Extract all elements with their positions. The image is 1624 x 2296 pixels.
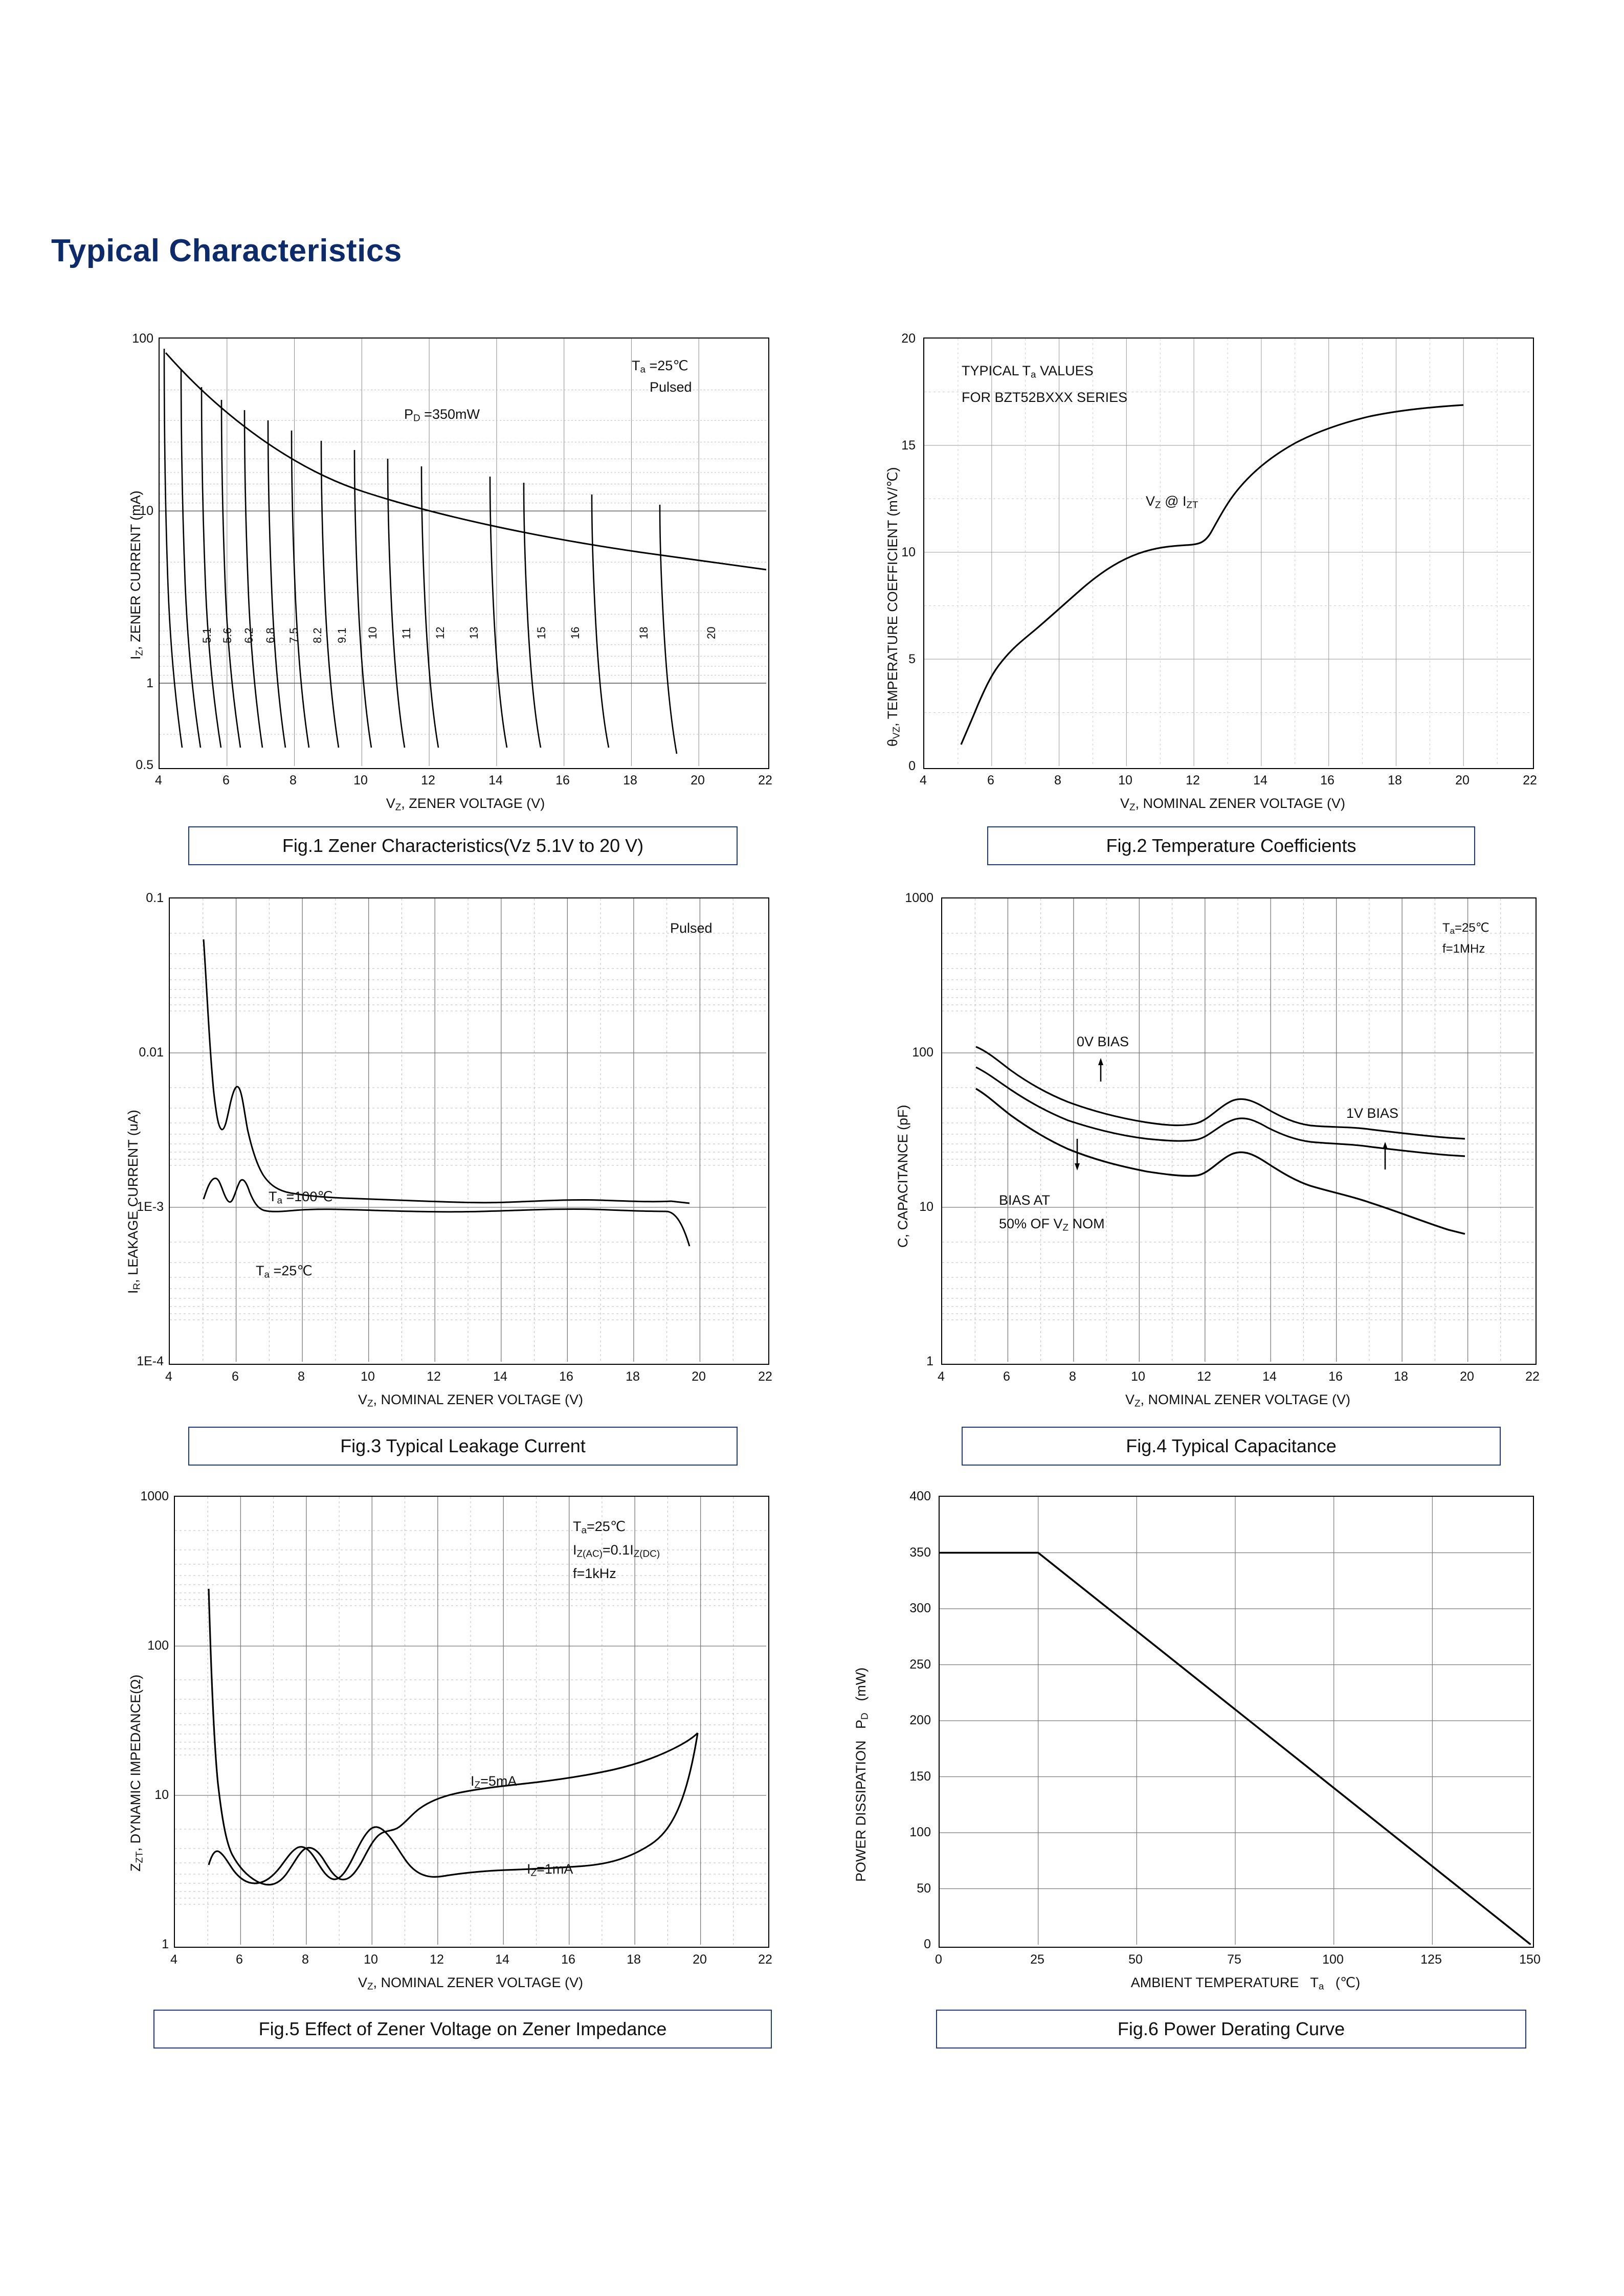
fig4-xtick-4: 12 — [1197, 1369, 1211, 1384]
fig1-ytick-1: 10 — [139, 504, 153, 518]
fig1-curve-label-15: 15 — [535, 626, 548, 639]
fig6-plot-area — [939, 1496, 1534, 1948]
fig5-xtick-1: 6 — [236, 1952, 243, 1967]
fig1-xtick-3: 10 — [353, 773, 368, 787]
fig1-xtick-0: 4 — [155, 773, 162, 787]
fig1-curve-label-9_1: 9.1 — [336, 627, 348, 643]
fig1-curve-label-12: 12 — [434, 626, 447, 639]
fig2-yaxis-label: $\theta_{VZ}$, TEMPERATURE COEFFICIENT (mV/℃) — [885, 467, 902, 747]
fig3-xtick-0: 4 — [165, 1369, 172, 1384]
fig5-ytick-3: 1 — [162, 1937, 169, 1951]
fig1-ytick-3: 0.5 — [136, 758, 153, 772]
fig4-yaxis-label: C, CAPACITANCE (pF) — [895, 1105, 910, 1248]
fig1-ytick-0: 100 — [132, 331, 153, 346]
fig3-xaxis-label: $V_Z$, NOMINAL ZENER VOLTAGE (V) — [358, 1392, 584, 1409]
fig4-anno-ta: $T_a=25℃$ — [1442, 921, 1489, 936]
fig2-ytick-0: 20 — [901, 331, 916, 346]
fig2-ytick-2: 10 — [901, 545, 916, 559]
fig5-xtick-8: 20 — [693, 1952, 707, 1967]
fig6-ytick-4: 200 — [909, 1713, 931, 1727]
fig1-curve-label-6_8: 6.8 — [264, 627, 277, 643]
fig2-xtick-6: 16 — [1320, 773, 1334, 787]
fig5-caption: Fig.5 Effect of Zener Voltage on Zener Impedance — [153, 2010, 772, 2049]
fig5-anno-ta: $T_a=25℃$ — [573, 1519, 626, 1536]
fig5-chart — [175, 1497, 766, 1945]
fig1-chart — [160, 339, 766, 766]
fig3-xtick-9: 22 — [758, 1369, 772, 1384]
fig6-ytick-6: 100 — [909, 1825, 931, 1839]
fig1-curve-label-5_6: 5.6 — [221, 627, 234, 643]
fig5-xtick-9: 22 — [758, 1952, 772, 1967]
fig4-ytick-1: 100 — [912, 1045, 933, 1060]
fig3-ytick-2: 1E-3 — [137, 1200, 164, 1214]
fig5-ytick-2: 10 — [154, 1788, 169, 1802]
fig6-yaxis-label: POWER DISSIPATION $P_D$ (mW) — [853, 1667, 871, 1882]
fig1-anno-pulsed: Pulsed — [650, 379, 692, 395]
fig6-xtick-5: 125 — [1420, 1952, 1442, 1967]
fig1-xtick-6: 16 — [555, 773, 570, 787]
fig4-ytick-0: 1000 — [905, 891, 933, 905]
fig3-xtick-5: 14 — [493, 1369, 507, 1384]
fig1-curve-label-6_2: 6.2 — [242, 627, 255, 643]
fig6-ytick-3: 250 — [909, 1657, 931, 1672]
fig2-xtick-5: 14 — [1253, 773, 1267, 787]
fig2-ytick-1: 15 — [901, 438, 916, 453]
fig5-xtick-5: 14 — [495, 1952, 509, 1967]
fig4-xtick-1: 6 — [1003, 1369, 1010, 1384]
fig4-anno-bias-at: BIAS AT — [999, 1192, 1051, 1208]
fig5-anno-iz5: $I_Z=5mA$ — [471, 1773, 517, 1791]
fig2-xtick-9: 22 — [1523, 773, 1537, 787]
fig4-xtick-9: 22 — [1525, 1369, 1540, 1384]
fig1-xtick-1: 6 — [223, 773, 230, 787]
fig3-xtick-1: 6 — [232, 1369, 239, 1384]
fig4-xtick-2: 8 — [1069, 1369, 1076, 1384]
fig6-ytick-1: 350 — [909, 1545, 931, 1560]
fig3-caption: Fig.3 Typical Leakage Current — [188, 1427, 738, 1466]
fig3-xtick-8: 20 — [692, 1369, 706, 1384]
fig6-caption: Fig.6 Power Derating Curve — [936, 2010, 1526, 2049]
fig1-curve-label-13: 13 — [468, 626, 480, 639]
fig4-xtick-0: 4 — [938, 1369, 945, 1384]
fig1-curve-label-18: 18 — [637, 626, 650, 639]
fig5-xtick-3: 10 — [364, 1952, 378, 1967]
fig2-xtick-7: 18 — [1388, 773, 1402, 787]
fig3-xtick-3: 10 — [361, 1369, 375, 1384]
fig2-xtick-8: 20 — [1455, 773, 1470, 787]
fig5-anno-freq: f=1kHz — [573, 1566, 616, 1581]
fig3-anno-pulsed: Pulsed — [670, 920, 713, 936]
fig1-curve-label-10: 10 — [366, 626, 379, 639]
fig1-xtick-7: 18 — [623, 773, 637, 787]
fig3-xtick-7: 18 — [626, 1369, 640, 1384]
fig3-xtick-4: 12 — [427, 1369, 441, 1384]
fig6-xtick-0: 0 — [935, 1952, 942, 1967]
fig6-xtick-3: 75 — [1227, 1952, 1241, 1967]
fig1-ytick-2: 1 — [146, 676, 153, 690]
fig1-xtick-9: 22 — [758, 773, 772, 787]
fig2-xtick-4: 12 — [1186, 773, 1200, 787]
fig1-xaxis-label: $V_Z$, ZENER VOLTAGE (V) — [386, 796, 545, 813]
fig1-curve-label-7_5: 7.5 — [287, 627, 300, 643]
fig6-xtick-4: 100 — [1322, 1952, 1344, 1967]
fig1-yaxis-label: $I_Z$, ZENER CURRENT (mA) — [128, 490, 145, 660]
fig1-xtick-4: 12 — [421, 773, 435, 787]
fig5-xtick-4: 12 — [430, 1952, 444, 1967]
fig5-xtick-7: 18 — [627, 1952, 641, 1967]
fig6-xtick-6: 150 — [1519, 1952, 1541, 1967]
fig2-ytick-3: 5 — [908, 652, 916, 666]
fig6-ytick-8: 0 — [924, 1937, 931, 1951]
fig4-anno-0v-bias: 0V BIAS — [1077, 1034, 1129, 1049]
page-title: Typical Characteristics — [51, 233, 402, 268]
fig3-xtick-6: 16 — [559, 1369, 573, 1384]
fig1-xtick-2: 8 — [290, 773, 297, 787]
fig1-curve-label-11: 11 — [400, 627, 413, 639]
fig6-xtick-2: 50 — [1128, 1952, 1143, 1967]
fig2-xtick-2: 8 — [1054, 773, 1061, 787]
fig4-caption: Fig.4 Typical Capacitance — [962, 1427, 1501, 1466]
fig2-xaxis-label: $V_Z$, NOMINAL ZENER VOLTAGE (V) — [1120, 796, 1346, 813]
fig4-ytick-2: 10 — [919, 1200, 933, 1214]
fig5-xtick-6: 16 — [561, 1952, 575, 1967]
fig2-anno-vz: $V_Z$ @ $I_{ZT}$ — [1146, 493, 1198, 511]
fig6-ytick-5: 150 — [909, 1769, 931, 1784]
fig2-ytick-4: 0 — [908, 759, 916, 773]
fig3-plot-area — [169, 897, 769, 1365]
fig3-yaxis-label: $I_R$, LEAKAGE CURRENT (uA) — [125, 1110, 143, 1294]
fig5-plot-area — [174, 1496, 769, 1948]
fig4-xtick-7: 18 — [1394, 1369, 1408, 1384]
fig1-plot-area — [159, 337, 769, 769]
fig4-xtick-6: 16 — [1328, 1369, 1343, 1384]
fig1-curve-label-20: 20 — [705, 626, 718, 639]
fig1-anno-pd: $P_D =350mW$ — [404, 407, 480, 424]
fig2-anno-series: FOR BZT52BXXX SERIES — [962, 390, 1128, 405]
fig6-xtick-1: 25 — [1030, 1952, 1044, 1967]
fig2-xtick-1: 6 — [987, 773, 994, 787]
fig6-xaxis-label: AMBIENT TEMPERATURE $T_a$ (℃) — [1130, 1975, 1361, 1992]
fig5-anno-iz1: $I_Z=1mA$ — [527, 1861, 573, 1879]
fig1-curve-label-16: 16 — [569, 626, 582, 639]
fig4-xtick-3: 10 — [1131, 1369, 1145, 1384]
fig1-caption: Fig.1 Zener Characteristics(Vz 5.1V to 20 V) — [188, 826, 738, 865]
fig1-xtick-5: 14 — [488, 773, 503, 787]
fig4-ytick-3: 1 — [926, 1354, 933, 1368]
fig3-chart — [170, 898, 766, 1362]
fig3-anno-t100: $T_a$ =100℃ — [269, 1189, 333, 1206]
fig6-ytick-0: 400 — [909, 1489, 931, 1503]
fig5-xaxis-label: $V_Z$, NOMINAL ZENER VOLTAGE (V) — [358, 1975, 584, 1992]
fig4-anno-bias-pct: 50% OF $V_Z$ NOM — [999, 1216, 1105, 1233]
fig4-xaxis-label: $V_Z$, NOMINAL ZENER VOLTAGE (V) — [1125, 1392, 1351, 1409]
fig4-anno-freq: f=1MHz — [1442, 942, 1485, 956]
fig1-curve-label-5_1: 5.1 — [201, 627, 213, 643]
fig4-chart — [942, 898, 1533, 1362]
fig3-ytick-0: 0.1 — [146, 891, 164, 905]
fig6-chart — [940, 1497, 1531, 1945]
fig3-anno-t25: $T_a$ =25℃ — [256, 1263, 313, 1280]
fig5-ytick-1: 100 — [147, 1638, 169, 1653]
fig1-curve-label-8_2: 8.2 — [311, 627, 324, 643]
fig6-ytick-7: 50 — [917, 1881, 931, 1896]
fig2-xtick-3: 10 — [1118, 773, 1132, 787]
fig5-anno-izac: $I_{Z(AC)}=0.1I_{Z(DC)}$ — [573, 1542, 660, 1560]
fig1-xtick-8: 20 — [691, 773, 705, 787]
fig3-xtick-2: 8 — [298, 1369, 305, 1384]
fig4-xtick-5: 14 — [1262, 1369, 1277, 1384]
fig5-xtick-0: 4 — [170, 1952, 177, 1967]
fig4-plot-area — [941, 897, 1537, 1365]
fig6-ytick-2: 300 — [909, 1601, 931, 1615]
fig5-ytick-0: 1000 — [140, 1489, 169, 1503]
fig2-caption: Fig.2 Temperature Coefficients — [987, 826, 1475, 865]
fig3-ytick-3: 1E-4 — [137, 1354, 164, 1368]
fig5-yaxis-label: $Z_{ZT}$, DYNAMIC IMPEDANCE(Ω) — [128, 1674, 145, 1872]
fig4-xtick-8: 20 — [1460, 1369, 1474, 1384]
fig2-anno-typical: TYPICAL $T_a$ VALUES — [962, 363, 1094, 380]
fig5-xtick-2: 8 — [302, 1952, 309, 1967]
fig1-anno-ta: $T_a$ =25℃ — [632, 358, 688, 375]
fig2-xtick-0: 4 — [920, 773, 927, 787]
fig4-anno-1v-bias: 1V BIAS — [1346, 1106, 1399, 1121]
fig3-ytick-1: 0.01 — [139, 1045, 164, 1060]
